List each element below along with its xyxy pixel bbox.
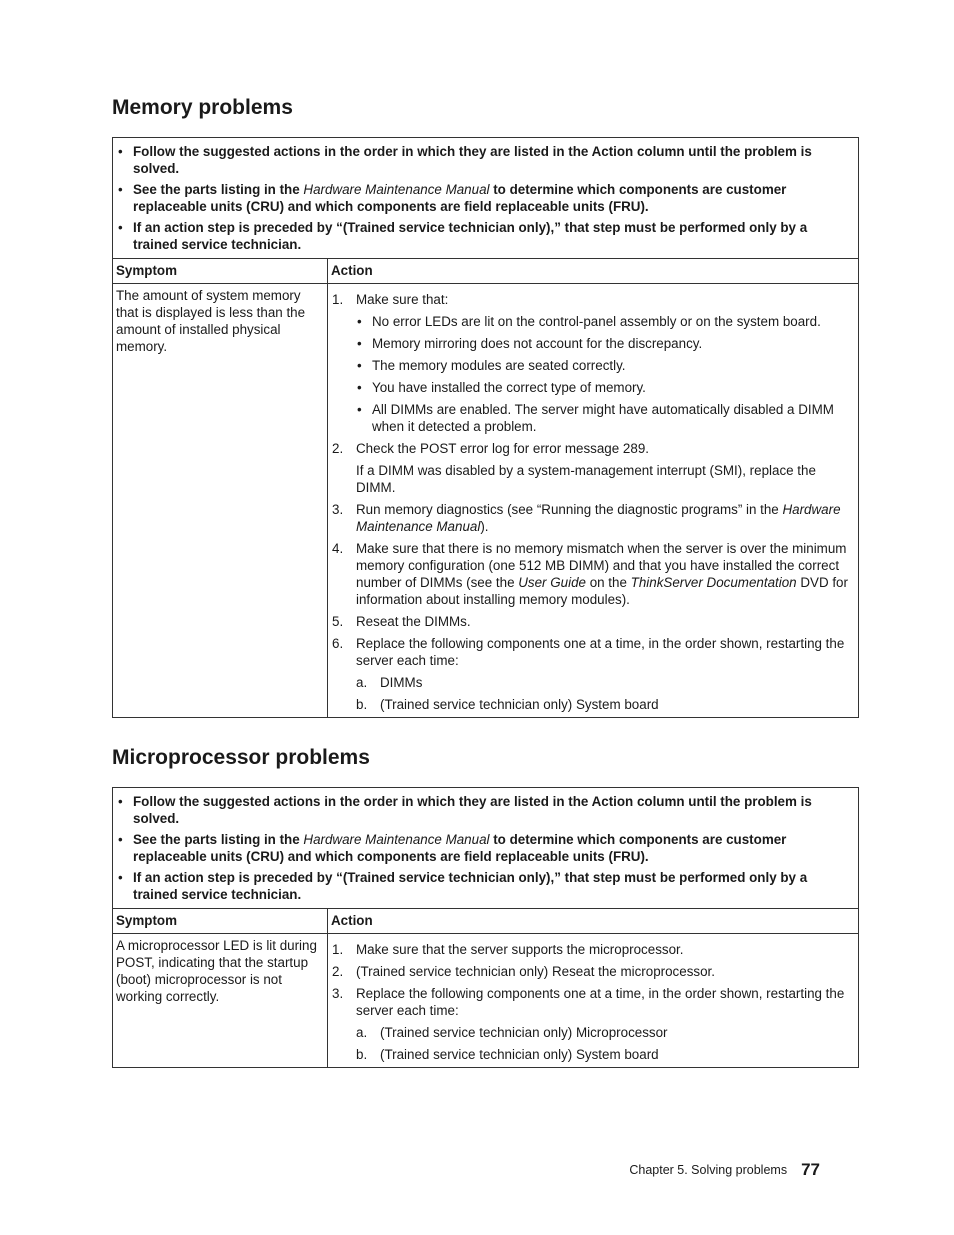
list-item: a. (Trained service technician only) Microprocessor (356, 1025, 668, 1040)
microprocessor-note-1: • Follow the suggested actions in the order in which they are listed in the Action column until the problem is solved. (116, 793, 852, 827)
memory-action-steps (332, 291, 852, 713)
memory-action-header: Action (328, 259, 859, 284)
memory-step-3: 3. Run memory diagnostics (see “Running the diagnostic programs” in the Hardware Maintenance Manual). (332, 502, 841, 534)
microprocessor-table-row (113, 934, 859, 1068)
memory-notes-cell (113, 138, 859, 259)
memory-note-2: • See the parts listing in the Hardware Maintenance Manual to determine which components are customer replaceable units (CRU) and which components are field replaceable units (FRU). (116, 181, 852, 215)
memory-step-2: 2. Check the POST error log for error message 289. If a DIMM was disabled by a system-management interrupt (SMI), replace the DIMM. (332, 440, 852, 496)
microprocessor-note-3: • If an action step is preceded by “(Trained service technician only),” that step must be performed only by a trained service technician. (116, 869, 852, 903)
microprocessor-step-2: 2. (Trained service technician only) Reseat the microprocessor. (332, 964, 715, 979)
microprocessor-notes-cell (113, 788, 859, 909)
list-item: • The memory modules are seated correctly. (356, 357, 852, 374)
memory-problems-table (112, 137, 859, 718)
microprocessor-notes-list (116, 793, 852, 903)
microprocessor-note-2: • See the parts listing in the Hardware Maintenance Manual to determine which components are customer replaceable units (CRU) and which components are field replaceable units (FRU). (116, 831, 852, 865)
list-item: b. (Trained service technician only) System board (356, 697, 659, 712)
list-item: • No error LEDs are lit on the control-panel assembly or on the system board. (356, 313, 852, 330)
list-item: • Memory mirroring does not account for the discrepancy. (356, 335, 852, 352)
microprocessor-action-cell (328, 934, 859, 1068)
memory-step-5: 5. Reseat the DIMMs. (332, 614, 471, 629)
user-guide-reference: User Guide (518, 575, 586, 590)
memory-note-1: • Follow the suggested actions in the order in which they are listed in the Action column until the problem is solved. (116, 143, 852, 177)
microprocessor-table-header (113, 909, 859, 934)
microprocessor-action-header: Action (328, 909, 859, 934)
chapter-label: Chapter 5. Solving problems (629, 1163, 788, 1177)
memory-step-4: 4. Make sure that there is no memory mismatch when the server is over the minimum memory configuration (one 512 MB DIMM) and that you have installed the correct number of DIMMs (see the User Guide on the ThinkServer Documentation DVD for information about installing memory modules). (332, 541, 848, 607)
manual-reference: Hardware Maintenance Manual (356, 502, 841, 534)
memory-step-1: 1. Make sure that: • No error LEDs are lit on the control-panel assembly or on the system board. • Memory mirroring does not account for the discrepancy. • The memory modules are seated correctly. • You have installed the correct type of memory. • All DIMMs are enabled. The server might have automatically disabled a DIMM when it detected a problem. (332, 291, 852, 435)
page-number: 77 (801, 1160, 820, 1179)
memory-action-cell (328, 284, 859, 718)
memory-step-2-note: If a DIMM was disabled by a system-management interrupt (SMI), replace the DIMM. (356, 463, 816, 495)
manual-reference: Hardware Maintenance Manual (303, 832, 490, 847)
microprocessor-problems-table (112, 787, 859, 1068)
microprocessor-symptom-header: Symptom (113, 909, 328, 934)
microprocessor-action-steps (332, 941, 852, 1063)
memory-table-row (113, 284, 859, 718)
list-item: b. (Trained service technician only) System board (356, 1047, 659, 1062)
memory-notes-list (116, 143, 852, 253)
list-item: a. DIMMs (356, 675, 423, 690)
microprocessor-symptom-cell: A microprocessor LED is lit during POST, indicating that the startup (boot) microprocessor is not working correctly. (113, 934, 328, 1068)
memory-section-title: Memory problems (112, 96, 293, 119)
memory-symptom-header: Symptom (113, 259, 328, 284)
microprocessor-step-1: 1. Make sure that the server supports the microprocessor. (332, 942, 684, 957)
memory-symptom-cell: The amount of system memory that is displayed is less than the amount of installed physical memory. (113, 284, 328, 718)
microprocessor-step-3: 3. Replace the following components one at a time, in the order shown, restarting the server each time: a. (Trained service technician only) Microprocessor b. (Trained service technician only) System board (332, 985, 852, 1063)
memory-step-6: 6. Replace the following components one at a time, in the order shown, restarting the server each time: a. DIMMs b. (Trained service technician only) System board (332, 635, 852, 713)
page-footer (629, 1160, 820, 1180)
microprocessor-section-title: Microprocessor problems (112, 746, 370, 769)
memory-step-1-checklist (356, 313, 852, 435)
list-item: • You have installed the correct type of memory. (356, 379, 852, 396)
microprocessor-step-3-components (356, 1024, 852, 1063)
manual-reference: Hardware Maintenance Manual (303, 182, 490, 197)
memory-note-3: • If an action step is preceded by “(Trained service technician only),” that step must be performed only by a trained service technician. (116, 219, 852, 253)
list-item: • All DIMMs are enabled. The server might have automatically disabled a DIMM when it detected a problem. (356, 401, 852, 435)
memory-step-6-components (356, 674, 852, 713)
documentation-reference: ThinkServer Documentation (630, 575, 797, 590)
memory-table-header (113, 259, 859, 284)
